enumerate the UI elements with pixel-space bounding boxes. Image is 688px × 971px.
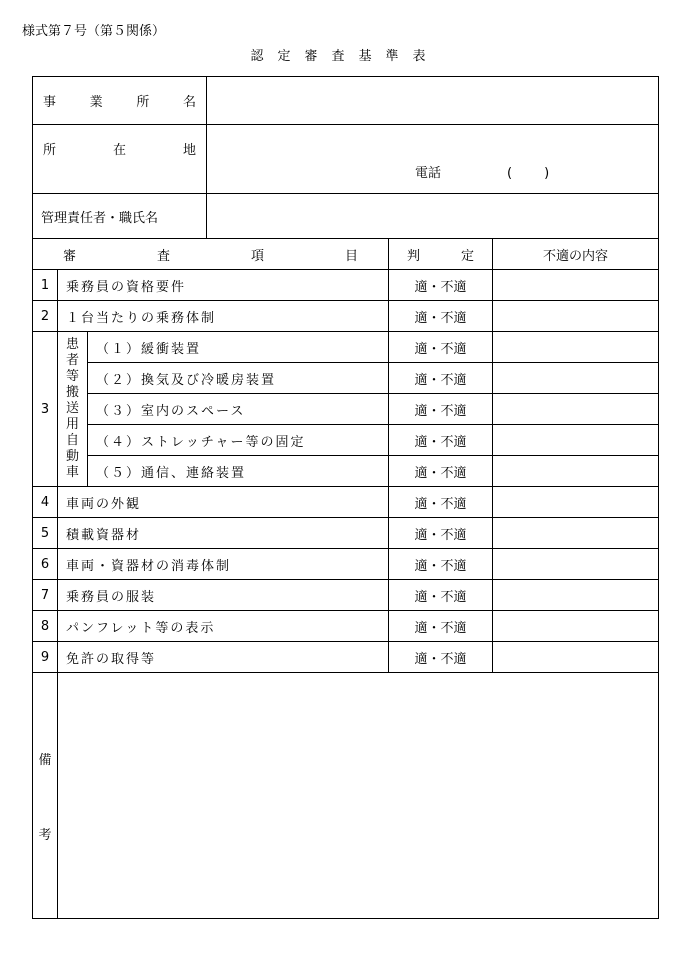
reason-cell[interactable] [493, 580, 659, 611]
reason-cell[interactable] [493, 642, 659, 673]
judge-cell[interactable]: 適・不適 [389, 425, 493, 456]
table-row [33, 580, 659, 611]
document-title: 認定審査基準表 [250, 49, 440, 64]
row-number: 8 [33, 611, 58, 642]
row-item: 乗務員の服装 [58, 580, 389, 611]
remarks-row [33, 673, 659, 919]
row-number: 1 [33, 270, 58, 301]
row-number: 4 [33, 487, 58, 518]
judge-cell[interactable]: 適・不適 [389, 394, 493, 425]
sub-item: （３）室内のスペース [88, 394, 389, 425]
remarks-label: 備 考 [33, 673, 58, 919]
judge-cell[interactable]: 適・不適 [389, 487, 493, 518]
judge-cell[interactable]: 適・不適 [389, 332, 493, 363]
row-item: 車両の外観 [58, 487, 389, 518]
reason-cell[interactable] [493, 425, 659, 456]
sub-item: （４）ストレッチャー等の固定 [88, 425, 389, 456]
header-reason: 不適の内容 [493, 239, 659, 270]
judge-cell[interactable]: 適・不適 [389, 549, 493, 580]
row-number: 9 [33, 642, 58, 673]
row-number: 7 [33, 580, 58, 611]
reason-cell[interactable] [493, 549, 659, 580]
table-row [33, 518, 659, 549]
table-row [33, 332, 659, 363]
row-number: 5 [33, 518, 58, 549]
table-row [33, 611, 659, 642]
table-row [33, 363, 659, 394]
row-item: 車両・資器材の消毒体制 [58, 549, 389, 580]
judge-cell[interactable]: 適・不適 [389, 456, 493, 487]
header-items: 審 査 項 目 [33, 239, 389, 270]
manager-field[interactable] [207, 194, 659, 239]
reason-cell[interactable] [493, 394, 659, 425]
phone-label: 電話 [415, 166, 442, 181]
reason-cell[interactable] [493, 518, 659, 549]
reason-cell[interactable] [493, 611, 659, 642]
judge-cell[interactable]: 適・不適 [389, 270, 493, 301]
table-row [33, 394, 659, 425]
row-item: 積載資器材 [58, 518, 389, 549]
remarks-field[interactable] [58, 673, 659, 919]
judge-cell[interactable]: 適・不適 [389, 611, 493, 642]
form-number: 様式第７号（第５関係） [22, 24, 166, 39]
reason-cell[interactable] [493, 301, 659, 332]
reason-cell[interactable] [493, 456, 659, 487]
table-row [33, 549, 659, 580]
judge-cell[interactable]: 適・不適 [389, 642, 493, 673]
judge-cell[interactable]: 適・不適 [389, 518, 493, 549]
row-number: 3 [33, 332, 58, 487]
reason-cell[interactable] [493, 332, 659, 363]
reason-cell[interactable] [493, 487, 659, 518]
sub-item: （５）通信、連絡装置 [88, 456, 389, 487]
location-field[interactable] [207, 125, 659, 194]
table-row [33, 270, 659, 301]
business-name-label: 事 業 所 名 [33, 77, 207, 125]
table-row [33, 425, 659, 456]
sub-item: （１）緩衝装置 [88, 332, 389, 363]
business-name-field[interactable] [207, 77, 659, 125]
table-header-row [33, 239, 659, 270]
manager-label: 管理責任者・職氏名 [33, 194, 207, 239]
row-number: 2 [33, 301, 58, 332]
vehicle-group-label: 患 者 等 搬 送 用 自 動 車 [58, 332, 88, 487]
row-number: 6 [33, 549, 58, 580]
location-label: 所 在 地 [33, 125, 207, 194]
reason-cell[interactable] [493, 270, 659, 301]
judge-cell[interactable]: 適・不適 [389, 363, 493, 394]
judge-cell[interactable]: 適・不適 [389, 580, 493, 611]
header-judge: 判 定 [389, 239, 493, 270]
table-row [33, 301, 659, 332]
row-item: １台当たりの乗務体制 [58, 301, 389, 332]
reason-cell[interactable] [493, 363, 659, 394]
applicant-info-table [32, 76, 659, 239]
row-item: パンフレット等の表示 [58, 611, 389, 642]
row-item: 乗務員の資格要件 [58, 270, 389, 301]
inspection-table [32, 238, 659, 919]
table-row [33, 642, 659, 673]
row-item: 免許の取得等 [58, 642, 389, 673]
table-row [33, 487, 659, 518]
phone-parentheses: ( ) [507, 166, 552, 181]
table-row [33, 456, 659, 487]
judge-cell[interactable]: 適・不適 [389, 301, 493, 332]
sub-item: （２）換気及び冷暖房装置 [88, 363, 389, 394]
